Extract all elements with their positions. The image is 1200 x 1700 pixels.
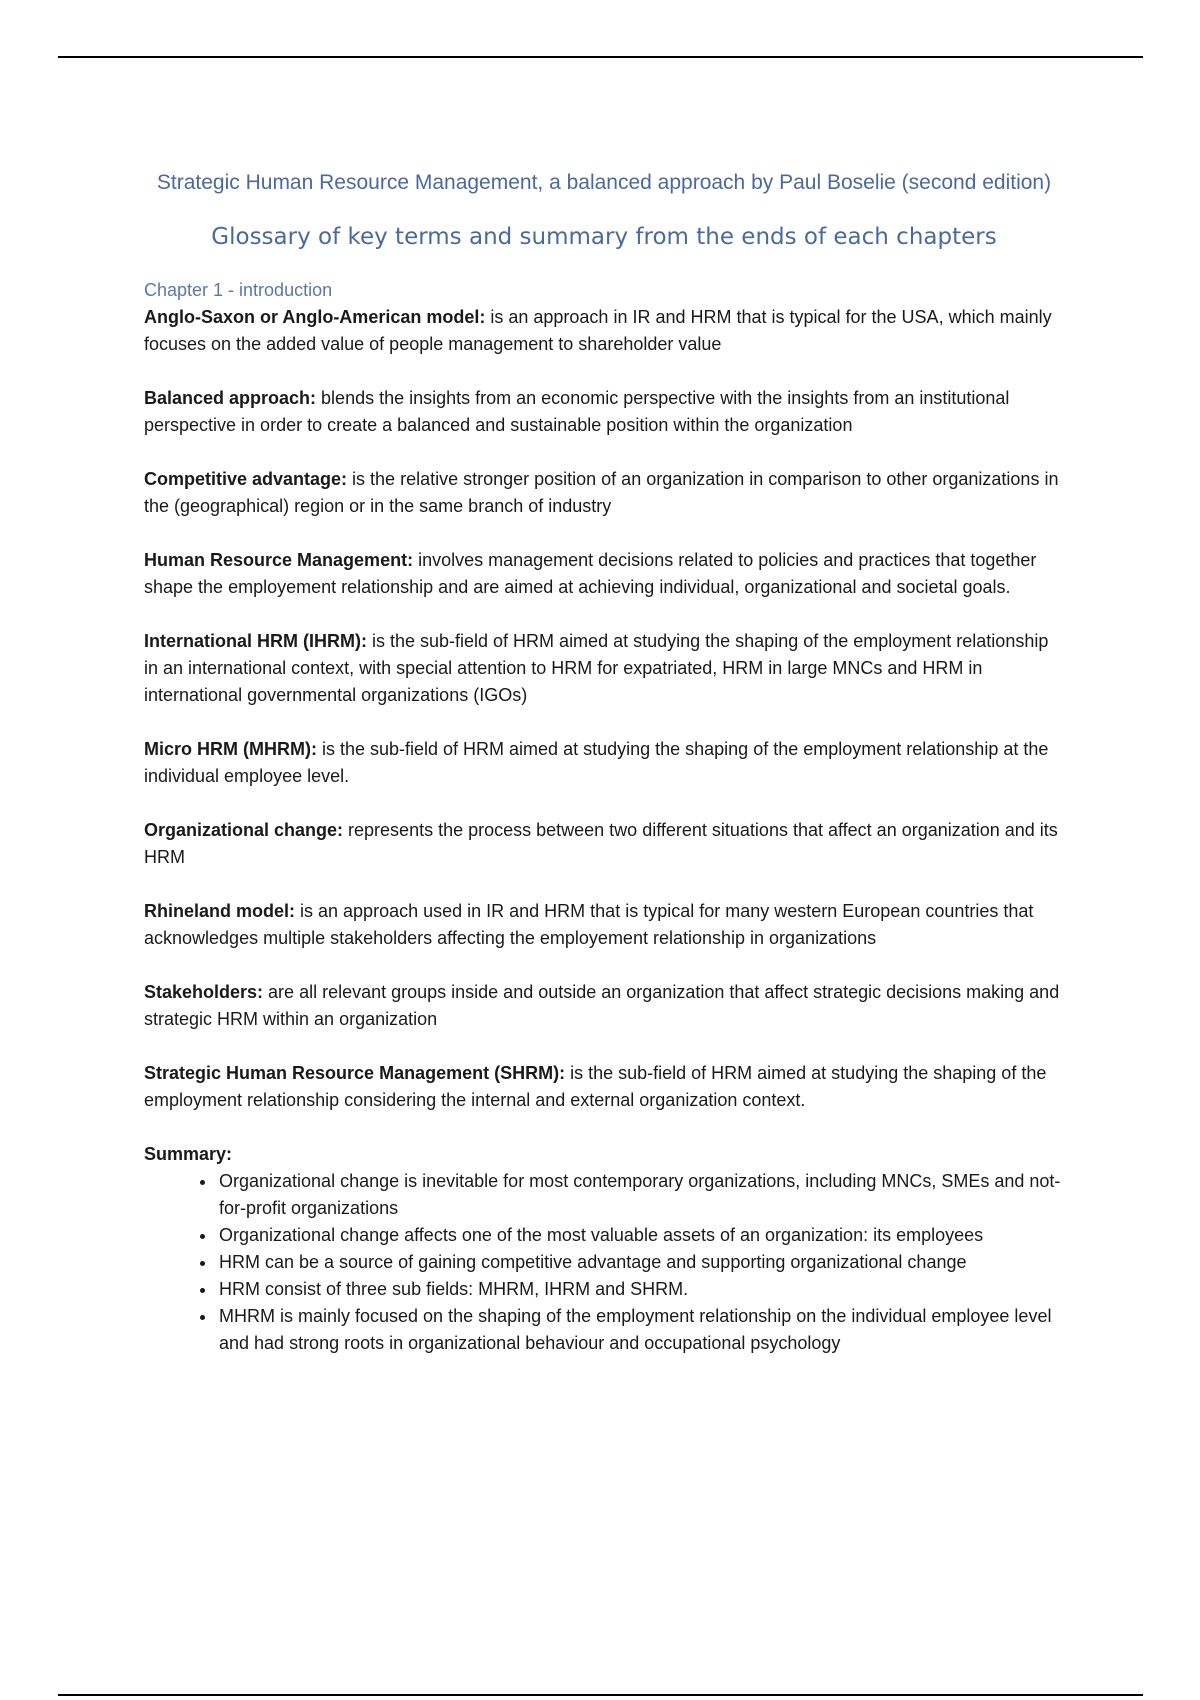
summary-item: • HRM consist of three sub fields: MHRM, IHRM and SHRM.: [217, 1276, 1064, 1303]
glossary-definition: is the relative stronger position of an organization in comparison to other organizations in the (geographical) region or in the same branch of industry: [144, 469, 1059, 516]
summary-item: • Organizational change is inevitable for most contemporary organizations, including MNCs, SMEs and not-for-profit organizations: [217, 1168, 1064, 1222]
glossary-term: International HRM (IHRM):: [144, 631, 367, 651]
glossary-term: Rhineland model:: [144, 901, 296, 921]
summary-item: • HRM can be a source of gaining competitive advantage and supporting organizational change: [217, 1249, 1064, 1276]
glossary-term: Human Resource Management:: [144, 550, 414, 570]
glossary-entry: [144, 304, 1064, 358]
glossary-term: Organizational change:: [144, 820, 344, 840]
summary-item: • MHRM is mainly focused on the shaping of the employment relationship on the individual employee level and had strong roots in organizational behaviour and occupational psychology: [217, 1303, 1064, 1357]
summary-title: Summary:: [144, 1144, 233, 1164]
glossary: [144, 304, 1064, 1114]
glossary-term: Competitive advantage:: [144, 469, 348, 489]
glossary-definition: involves management decisions related to policies and practices that together shape the employement relationship and are aimed at achieving individual, organizational and societal goals.: [144, 550, 1037, 597]
glossary-term: Strategic Human Resource Management (SHRM):: [144, 1063, 566, 1083]
glossary-entry: [144, 979, 1064, 1033]
glossary-definition: is an approach used in IR and HRM that is typical for many western European countries that acknowledges multiple stakeholders affecting the employement relationship in organizations: [144, 901, 1034, 948]
glossary-term: Micro HRM (MHRM):: [144, 739, 317, 759]
summary-item: • Organizational change affects one of the most valuable assets of an organization: its employees: [217, 1222, 1064, 1249]
glossary-term: Stakeholders:: [144, 982, 264, 1002]
glossary-term: Anglo-Saxon or Anglo-American model:: [144, 307, 486, 327]
glossary-entry: [144, 1060, 1064, 1114]
chapter-heading: Chapter 1 - introduction: [144, 280, 333, 300]
glossary-definition: is the sub-field of HRM aimed at studying the shaping of the employment relationship in an international context, with special attention to HRM for expatriated, HRM in large MNCs and HRM in international governmental organizations (IGOs): [144, 631, 1049, 705]
glossary-entry: [144, 466, 1064, 520]
document-page: [144, 168, 1064, 1357]
glossary-entry: [144, 385, 1064, 439]
glossary-entry: [144, 628, 1064, 709]
glossary-term: Balanced approach:: [144, 388, 317, 408]
glossary-definition: is the sub-field of HRM aimed at studying the shaping of the employment relationship considering the internal and external organization context.: [144, 1063, 1047, 1110]
document-subtitle: Glossary of key terms and summary from the ends of each chapters: [211, 224, 997, 250]
glossary-definition: is the sub-field of HRM aimed at studying the shaping of the employment relationship at the individual employee level.: [144, 739, 1049, 786]
glossary-definition: are all relevant groups inside and outside an organization that affect strategic decisions making and strategic HRM within an organization: [144, 982, 1060, 1029]
glossary-definition: represents the process between two different situations that affect an organization and its HRM: [144, 820, 1058, 867]
glossary-entry: [144, 817, 1064, 871]
glossary-definition: is an approach in IR and HRM that is typical for the USA, which mainly focuses on the added value of people management to shareholder value: [144, 307, 1052, 354]
document-title: Strategic Human Resource Management, a balanced approach by Paul Boselie (second edition): [156, 171, 1052, 194]
top-rule: [58, 56, 1143, 58]
glossary-definition: blends the insights from an economic perspective with the insights from an institutional perspective in order to create a balanced and sustainable position within the organization: [144, 388, 1010, 435]
summary-list: [144, 1168, 1064, 1357]
glossary-entry: [144, 898, 1064, 952]
glossary-entry: [144, 547, 1064, 601]
bottom-rule: [58, 1694, 1143, 1696]
glossary-entry: [144, 736, 1064, 790]
